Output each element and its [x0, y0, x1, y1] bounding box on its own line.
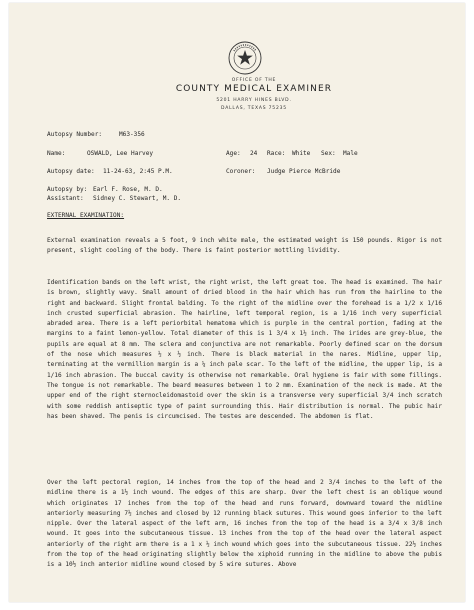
name-label: Name:	[47, 150, 66, 157]
section-heading: EXTERNAL EXAMINATION:	[47, 212, 125, 219]
sex-label: Sex:	[321, 150, 336, 157]
letterhead-office-of: OFFICE OF THE	[231, 78, 277, 83]
autopsy-date-label: Autopsy date:	[47, 168, 95, 175]
coroner-value: Judge Pierce McBride	[267, 168, 341, 175]
letterhead-name: COUNTY MEDICAL EXAMINER	[175, 84, 333, 94]
autopsy-date: 11-24-63, 2:45 P.M.	[103, 168, 173, 175]
race-label: Race:	[267, 150, 286, 157]
sex-value: Male	[343, 150, 358, 157]
paragraph-identification: Identification bands on the left wrist, the right wrist, the left great toe. The head is examined. The hair is brown, slightly wavy. Small amount of dried blood in the hair which has run from the hairline to the right and backward. Slight frontal balding. To the right of the midline over the forehead is a 1/2 x 1/16 inch crusted superficial abrasion. The hairline, left temporal region, is a 1/16 inch very superficial abraded area. There is a left periorbital hematoma which is purple in the central portion, fading at the margins to a faint lemon-yellow. Total diameter of this is 1 3/4 x 1½ inch. The irides are grey-blue, the pupils are equal at 8 mm. The sclera and conjunctiva are not remarkable. Poorly defined scar on the dorsum of the nose which measures ½ x ½ inch. There is black material in the nares. Midline, upper lip, terminating at the vermillion margin is a ¼ inch pale scar. To the left of the midline, the upper lip, is a 1/16 inch abrasion. The buccal cavity is otherwise not remarkable. Oral hygiene is fair with some fillings. The tongue is not remarkable. The beard measures between 1 to 2 mm. Examination of the neck is made. At the upper end of the right sternocleidomastoid over the skin is a transverse very superficial 3/4 inch scratch with some reddish antiseptic type of paint surrounding this. Hair distribution is normal. The pubic hair has been shaved. The penis is circumcised. The testes are descended. The abdomen is flat.	[47, 279, 442, 420]
document-page	[9, 3, 465, 602]
assistant-label: Assistant:	[47, 195, 84, 202]
letterhead	[164, 78, 344, 111]
autopsy-number-label: Autopsy Number:	[47, 131, 103, 138]
paragraph-general-findings: External examination reveals a 5 foot, 9 inch white male, the estimated weight is 150 pounds. Rigor is not present, slight cooling of the body. There is faint posterior mottling lividity.	[47, 237, 442, 255]
name-value: OSWALD, Lee Harvey	[87, 150, 154, 157]
coroner-label: Coroner:	[226, 168, 256, 175]
autopsy-number: M63-356	[119, 131, 145, 138]
age-label: Age:	[226, 150, 241, 157]
age-value: 24	[250, 150, 258, 157]
letterhead-address: 5201 HARRY HINES BLVD.	[216, 98, 292, 103]
letterhead-city: DALLAS, TEXAS 75235	[221, 106, 287, 111]
race-value: White	[292, 150, 311, 157]
autopsy-by-value: Earl F. Rose, M. D.	[93, 186, 163, 193]
autopsy-by-label: Autopsy by:	[47, 186, 88, 193]
paragraph-wounds: Over the left pectoral region, 14 inches from the top of the head and 2 3/4 inches to the left of the midline there is a 1½ inch wound. The edges of this are sharp. Over the left chest is an oblique wound which originates 17 inches from the top of the head and runs forward, downward toward the midline anteriorly measuring 7½ inches and closed by 12 running black sutures. This wound goes inferior to the left nipple. Over the lateral aspect of the left arm, 16 inches from the top of the head is a 3/4 x 3/8 inch wound. It goes into the subcutaneous tissue. 13 inches from the top of the head over the lateral aspect anteriorly of the right arm there is a 1 x ½ inch wound which goes into the subcutaneous tissue. 22½ inches from the top of the head originating slightly below the xiphoid running in the midline to above the pubis is a 10½ inch anterior midline wound closed by 5 wire sutures. Above	[47, 479, 442, 569]
assistant-value: Sidney C. Stewart, M. D.	[93, 195, 182, 202]
county-seal-icon	[228, 41, 262, 75]
